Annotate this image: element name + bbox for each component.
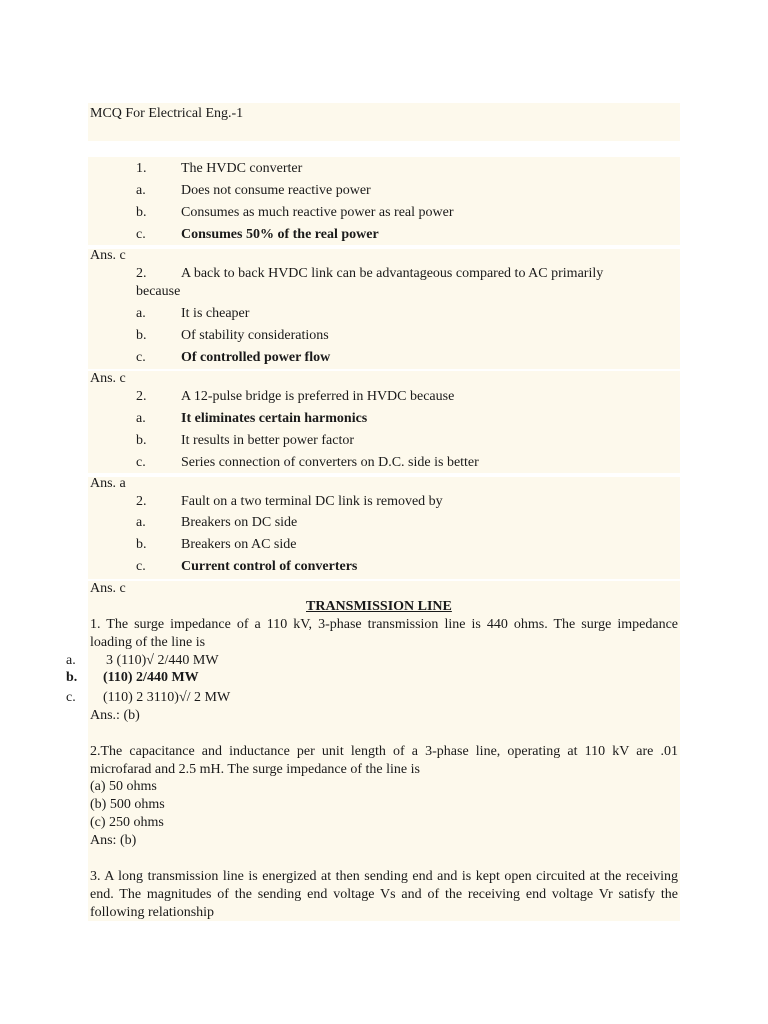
question-number: 2. xyxy=(136,494,147,509)
option-text: Breakers on DC side xyxy=(181,515,298,530)
option-text-correct: It eliminates certain harmonics xyxy=(181,411,368,426)
option-label-correct: b. xyxy=(66,670,78,685)
question-text: A back to back HVDC link can be advantageous compared to AC primarily xyxy=(181,266,604,281)
question-number: 2. xyxy=(136,266,147,281)
document-title: MCQ For Electrical Eng.-1 xyxy=(90,106,244,121)
option-text: Of stability considerations xyxy=(181,328,329,343)
answer: Ans. c xyxy=(90,248,126,263)
option-label: c. xyxy=(66,690,76,705)
option-label: b. xyxy=(136,205,147,220)
question-text: A 12-pulse bridge is preferred in HVDC because xyxy=(181,389,455,404)
question-text: 2.The capacitance and inductance per unit length of a 3-phase line, operating at 110 kV are .01 microfarad and 2.5 mH. The surge impedance of the line is xyxy=(90,744,678,777)
option-text-correct: Consumes 50% of the real power xyxy=(181,227,379,242)
option-label: a. xyxy=(136,306,146,321)
question-text: 1. The surge impedance of a 110 kV, 3-phase transmission line is 440 ohms. The surge impedance loading of the line is xyxy=(90,617,678,650)
option-label: a. xyxy=(136,515,146,530)
option-label: c. xyxy=(136,227,146,242)
q1-band xyxy=(88,157,680,245)
section-heading: TRANSMISSION LINE xyxy=(306,599,452,614)
option-label: b. xyxy=(136,433,147,448)
option-label: a. xyxy=(136,411,146,426)
option-text-correct: Current control of converters xyxy=(181,559,358,574)
option-text: It is cheaper xyxy=(181,306,250,321)
option-label: b. xyxy=(136,328,147,343)
option-label: a. xyxy=(136,183,146,198)
question-text: Fault on a two terminal DC link is removed by xyxy=(181,494,443,509)
option-text: It results in better power factor xyxy=(181,433,354,448)
option-text: Consumes as much reactive power as real power xyxy=(181,205,454,220)
option-text-correct: (110) 2/440 MW xyxy=(103,670,199,685)
option-text: Does not consume reactive power xyxy=(181,183,371,198)
option-text: (a) 50 ohms xyxy=(90,779,157,794)
option-label: c. xyxy=(136,350,146,365)
option-label: a. xyxy=(66,653,76,668)
question-text-cont: because xyxy=(136,284,181,299)
question-number: 2. xyxy=(136,389,147,404)
option-text-correct: Of controlled power flow xyxy=(181,350,331,365)
question-text: The HVDC converter xyxy=(181,161,303,176)
option-text: (110) 2 3110)√/ 2 MW xyxy=(103,690,231,705)
option-text: Series connection of converters on D.C. side is better xyxy=(181,455,479,470)
option-text: 3 (110)√ 2/440 MW xyxy=(106,653,219,668)
question-number: 1. xyxy=(136,161,147,176)
option-text: (c) 250 ohms xyxy=(90,815,164,830)
answer: Ans. c xyxy=(90,371,126,386)
option-label: c. xyxy=(136,455,146,470)
option-text: (b) 500 ohms xyxy=(90,797,165,812)
answer: Ans. a xyxy=(90,476,126,491)
option-label: b. xyxy=(136,537,147,552)
answer: Ans: (b) xyxy=(90,833,137,848)
answer: Ans.: (b) xyxy=(90,708,140,723)
answer: Ans. c xyxy=(90,581,126,596)
option-text: Breakers on AC side xyxy=(181,537,297,552)
option-label: c. xyxy=(136,559,146,574)
question-text: 3. A long transmission line is energized at then sending end and is kept open circuited at the receiving end. The magnitudes of the sending end voltage Vs and of the receiving end voltage Vr satisfy the following relationship xyxy=(90,869,678,920)
